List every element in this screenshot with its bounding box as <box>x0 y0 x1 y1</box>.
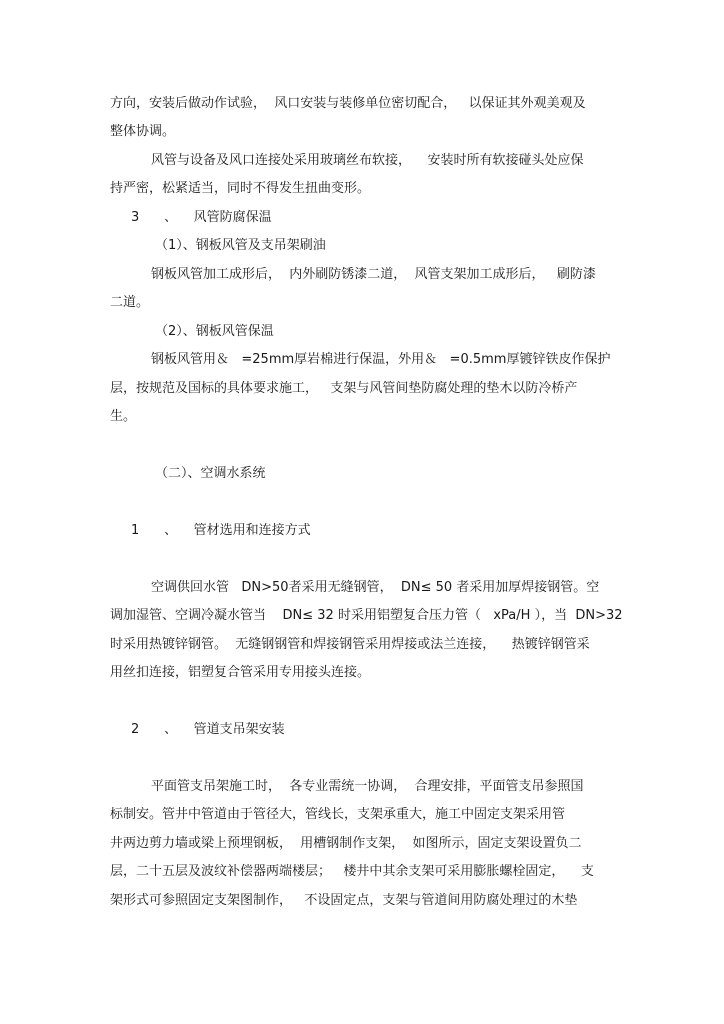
paragraph-line: 用丝扣连接，铝塑复合管采用专用接头连接。 <box>110 665 371 680</box>
section-heading: 1 、 管材选用和连接方式 <box>131 523 311 538</box>
paragraph-line: 层，按规范及国标的具体要求施工， 支架与风管间垫防腐处理的垫木以防冷桥产 <box>110 381 578 396</box>
paragraph-line: 井两边剪力墙或梁上预埋钢板， 用槽钢制作支架， 如图所示，固定支架设置负二 <box>110 836 582 851</box>
paragraph-line: 时采用热镀锌钢管。 无缝钢钢管和焊接钢管采用焊接或法兰连接， 热镀锌钢管采 <box>110 637 590 652</box>
paragraph-line: 标制安。管井中管道由于管径大，管线长，支架承重大，施工中固定支架采用管 <box>110 807 566 822</box>
paragraph-line: 平面管支吊架施工时， 各专业需统一协调， 合理安排，平面管支吊参照国 <box>151 779 584 794</box>
paragraph-line: 持严密，松紧适当，同时不得发生扭曲变形。 <box>110 181 371 196</box>
paragraph-line: 架形式可参照固定支架图制作， 不设固定点，支架与管道间用防腐处理过的木垫 <box>110 893 578 908</box>
section-heading: （二）、空调水系统 <box>155 466 266 481</box>
subsection-heading: （1）、钢板风管及支吊架刷油 <box>155 238 326 253</box>
section-heading: 2 、 管道支吊架安装 <box>131 722 285 737</box>
paragraph-line: 生。 <box>110 409 137 424</box>
paragraph-line: 钢板风管加工成形后， 内外刷防锈漆二道， 风管支架加工成形后， 刷防漆 <box>151 267 596 282</box>
paragraph-line: 方向，安装后做动作试验， 风口安装与装修单位密切配合， 以保证其外观美观及 <box>110 96 586 111</box>
paragraph-line: 层，二十五层及波纹补偿器两端楼层； 楼井中其余支架可采用膨胀螺栓固定， 支 <box>110 864 594 879</box>
paragraph-line: 二道。 <box>110 295 150 310</box>
paragraph-line: 调加湿管、空调冷凝水管当 DN≤ 32 时采用铝塑复合压力管（ xPa/H ），当 DN>32 <box>110 608 623 623</box>
paragraph-line: 钢板风管用＆ =25mm厚岩棉进行保温，外用＆ =0.5mm厚镀锌铁皮作保护 <box>151 352 611 367</box>
paragraph-line: 整体协调。 <box>110 124 176 139</box>
paragraph-line: 空调供回水管 DN>50者采用无缝钢管， DN≤ 50 者采用加厚焊接钢管。空 <box>151 580 600 595</box>
paragraph-line: 风管与设备及风口连接处采用玻璃丝布软接， 安装时所有软接碰头处应保 <box>151 153 584 168</box>
subsection-heading: （2）、钢板风管保温 <box>155 324 274 339</box>
section-heading: 3 、 风管防腐保温 <box>131 210 272 225</box>
